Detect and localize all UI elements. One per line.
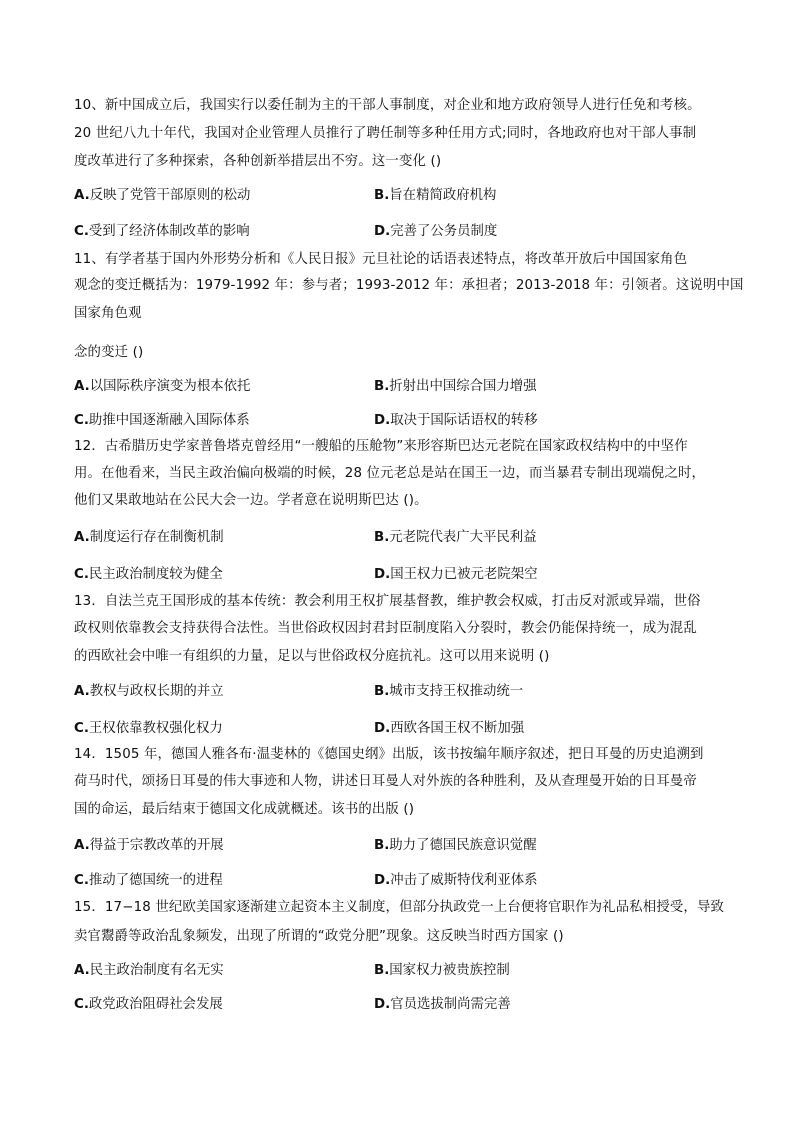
question-11-option-a[interactable]: A.以国际秩序演变为根本依托 [74,379,251,394]
question-12-stem-line: 他们又果敢地站在公民大会一边。学者意在说明斯巴达 ()。 [74,493,428,508]
question-12-stem-line: 用。在他看来，当民主政治偏向极端的时候，28 位元老总是站在国王一边，而当暴君专制出现端倪之时， [74,466,706,481]
question-13-stem-line: 13．自法兰克王国形成的基本传统：教会利用王权扩展基督教，维护教会权威，打击反对派或异端，世俗 [74,594,701,609]
question-12-option-a[interactable]: A.制度运行存在制衡机制 [74,530,224,545]
question-15-option-b[interactable]: B.国家权力被贵族控制 [374,963,510,978]
question-14-option-a[interactable]: A.得益于宗教改革的开展 [74,838,224,853]
question-11-stem-line: 观念的变迁概括为：1979-1992 年：参与者；1993-2012 年：承担者；2013-2018 年：引领者。这说明中国 [74,278,744,293]
question-15-option-a[interactable]: A.民主政治制度有名无实 [74,963,224,978]
question-15-option-d[interactable]: D.官员选拔制尚需完善 [374,997,511,1012]
question-11-stem-line: 11、有学者基于国内外形势分析和《人民日报》元旦社论的话语表述特点，将改革开放后中国国家角色 [74,252,688,267]
question-12-option-b[interactable]: B.元老院代表广大平民利益 [374,530,537,545]
question-10-stem-line: 10、新中国成立后，我国实行以委任制为主的干部人事制度，对企业和地方政府领导人进行任免和考核。 [74,98,701,113]
question-14-option-b[interactable]: B.助力了德国民族意识觉醒 [374,838,537,853]
question-14-option-c[interactable]: C.推动了德国统一的进程 [74,873,223,888]
question-11-option-b[interactable]: B.折射出中国综合国力增强 [374,379,537,394]
question-10-option-a[interactable]: A.反映了党管干部原则的松动 [74,188,251,203]
question-13-option-d[interactable]: D.西欧各国王权不断加强 [374,721,525,736]
question-10-option-c[interactable]: C.受到了经济体制改革的影响 [74,224,250,239]
question-14-stem-line: 14．1505 年，德国人雅各布·温斐林的《德国史纲》出版，该书按编年顺序叙述，把日耳曼的历史追溯到 [74,747,704,762]
question-14-stem-line: 荷马时代，颂扬日耳曼的伟大事迹和人物，讲述日耳曼人对外族的各种胜利，及从查理曼开始的日耳曼帝 [74,774,697,789]
question-11-option-c[interactable]: C.助推中国逐渐融入国际体系 [74,413,250,428]
question-12-option-c[interactable]: C.民主政治制度较为健全 [74,567,223,582]
question-13-stem-line: 政权则依靠教会支持获得合法性。当世俗政权因封君封臣制度陷入分裂时，教会仍能保持统一，成为混乱 [74,621,697,636]
question-10-stem-line: 度改革进行了多种探索，各种创新举措层出不穷。这一变化 () [74,154,442,169]
question-15-option-c[interactable]: C.政党政治阻碍社会发展 [74,997,223,1012]
question-13-option-a[interactable]: A.教权与政权长期的并立 [74,684,224,699]
question-10-option-d[interactable]: D.完善了公务员制度 [374,224,498,239]
question-14-option-d[interactable]: D.冲击了威斯特伐利亚体系 [374,873,538,888]
question-10-stem-line: 20 世纪八九十年代，我国对企业管理人员推行了聘任制等多种任用方式;同时，各地政府也对干部人事制 [74,126,697,141]
question-14-stem-line: 国的命运，最后结束于德国文化成就概述。该书的出版 () [74,802,415,817]
question-11-stem-line: 念的变迁 () [74,345,144,360]
question-12-stem-line: 12．古希腊历史学家普鲁塔克曾经用“一艘船的压舱物”来形容斯巴达元老院在国家政权结构中的中坚作 [74,439,688,454]
question-13-option-b[interactable]: B.城市支持王权推动统一 [374,684,524,699]
question-10-option-b[interactable]: B.旨在精简政府机构 [374,188,497,203]
question-15-stem-line: 卖官鬻爵等政治乱象频发，出现了所谓的“政党分肥”现象。这反映当时西方国家 () [74,929,564,944]
question-12-option-d[interactable]: D.国王权力已被元老院架空 [374,567,538,582]
question-15-stem-line: 15．17−18 世纪欧美国家逐渐建立起资本主义制度，但部分执政党一上台便将官职作为礼品私相授受，导致 [74,900,725,915]
question-11-stem-line: 国家角色观 [74,306,142,321]
question-13-stem-line: 的西欧社会中唯一有组织的力量，足以与世俗政权分庭抗礼。这可以用来说明 () [74,649,550,664]
question-13-option-c[interactable]: C.王权依靠教权强化权力 [74,721,223,736]
question-11-option-d[interactable]: D.取决于国际话语权的转移 [374,413,538,428]
